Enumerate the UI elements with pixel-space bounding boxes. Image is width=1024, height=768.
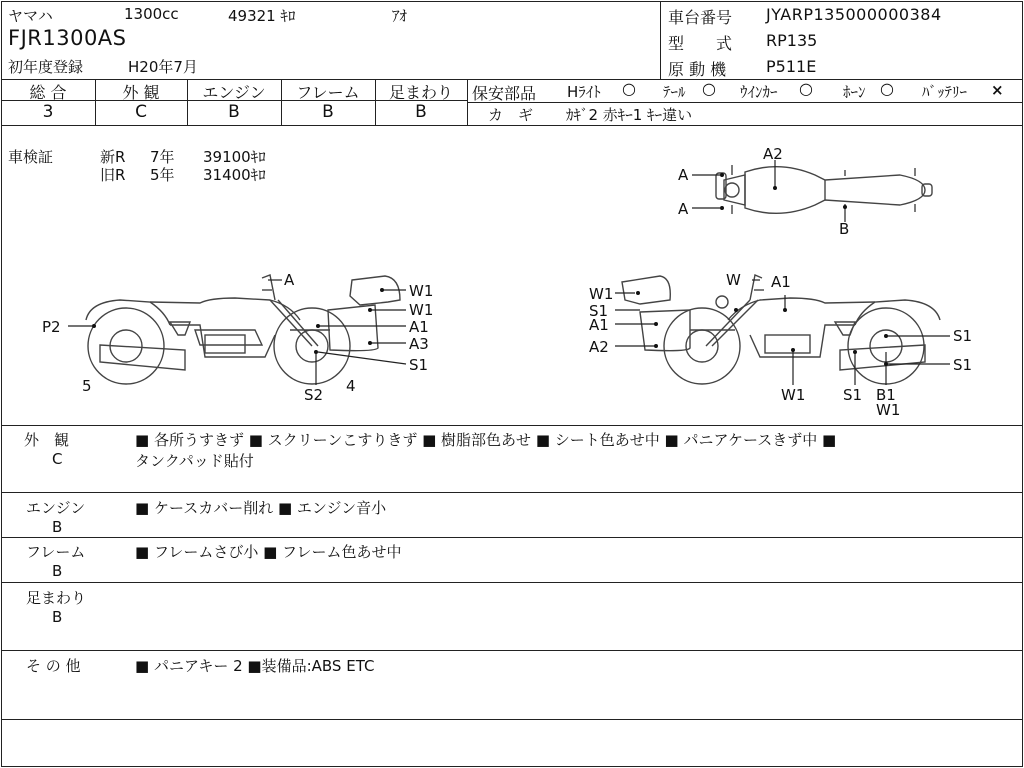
- remark-title: そ の 他: [26, 657, 81, 675]
- diagram-label: W1: [876, 401, 901, 419]
- diagram-label: A1: [409, 318, 429, 336]
- rule: [1, 537, 1023, 538]
- damage-dot: [316, 324, 320, 328]
- diagram-label: 4: [346, 377, 356, 395]
- rule: [1, 719, 1023, 720]
- engine-value: P511E: [766, 57, 817, 76]
- remark-text: ■ 各所うすきず ■ スクリーンこすりきず ■ 樹脂部色あせ ■ シート色あせ中 ■ パニアケースきず中 ■: [135, 431, 837, 449]
- remark-title: エンジン: [26, 499, 86, 517]
- damage-dot: [368, 308, 372, 312]
- safety-horn: ﾎｰﾝ: [843, 83, 866, 101]
- damage-dot: [314, 350, 318, 354]
- safety-horn-mark: ○: [880, 79, 894, 98]
- diagram-label: S2: [304, 386, 324, 404]
- grade-suspension: B: [415, 102, 427, 122]
- grade-header-frame: フレーム: [296, 83, 360, 102]
- diagram-label: A: [678, 166, 689, 184]
- mileage: 49321 ｷﾛ: [228, 7, 296, 25]
- top-view-drawing: [716, 165, 932, 214]
- damage-dot: [654, 322, 658, 326]
- remark-title: 外 観: [24, 431, 70, 449]
- diagram-label: B: [839, 220, 850, 238]
- diagram-label: W1: [781, 386, 806, 404]
- leader-lines: [68, 160, 950, 385]
- diagram-label: S1: [953, 327, 973, 345]
- diagram-label: S1: [589, 302, 609, 320]
- safety-winker: ｳｲﾝｶｰ: [740, 83, 778, 101]
- diagram-label: A: [284, 271, 295, 289]
- inspection-old-km: 31400ｷﾛ: [203, 166, 266, 184]
- grade-header-engine: エンジン: [202, 83, 266, 102]
- damage-dot: [734, 308, 738, 312]
- model-name: FJR1300AS: [8, 26, 127, 50]
- safety-winker-mark: ○: [799, 79, 813, 98]
- remark-grade: C: [52, 450, 63, 468]
- damage-dot: [654, 344, 658, 348]
- grade-exterior: C: [135, 102, 147, 122]
- remark-text: ■ パニアキー 2 ■装備品:ABS ETC: [135, 657, 375, 675]
- damage-dot: [884, 334, 888, 338]
- first-reg-label: 初年度登録: [8, 58, 84, 76]
- rule: [1, 492, 1023, 493]
- key-value: ｶｷﾞ2 赤ｷｰ1 ｷｰ違い: [566, 106, 693, 124]
- type-value: RP135: [766, 31, 818, 50]
- safety-headlight: Hﾗｲﾄ: [567, 83, 601, 101]
- damage-dot: [720, 206, 724, 210]
- diagram-label: A2: [763, 145, 783, 163]
- diagram-label: A1: [589, 316, 609, 334]
- engine-label: 原 動 機: [668, 60, 727, 79]
- damage-dot: [636, 291, 640, 295]
- damage-dot: [720, 173, 724, 177]
- safety-tail-mark: ○: [702, 79, 716, 98]
- diagram-label: A2: [589, 338, 609, 356]
- diagram-label: S1: [409, 356, 429, 374]
- diagram-label: W: [726, 271, 741, 289]
- maker: ヤマハ: [8, 7, 53, 25]
- left-view-drawing: [86, 275, 400, 384]
- safety-battery: ﾊﾞｯﾃﾘｰ: [922, 83, 968, 101]
- grade-overall: 3: [42, 102, 54, 122]
- safety-tail: ﾃｰﾙ: [663, 83, 686, 101]
- inspection-new-year: 7年: [150, 148, 175, 166]
- diagram-label: S1: [953, 356, 973, 374]
- safety-battery-mark: ×: [991, 81, 1004, 99]
- damage-dot: [368, 341, 372, 345]
- rule: [1, 650, 1023, 651]
- rule: [1, 425, 1023, 426]
- diagram-label: A3: [409, 335, 429, 353]
- diagram-label: W1: [409, 282, 434, 300]
- grade-header-exterior: 外 観: [122, 83, 160, 102]
- remark-grade: B: [52, 518, 63, 536]
- remark-title: 足まわり: [26, 589, 87, 607]
- diagram-label: S1: [843, 386, 863, 404]
- remark-grade: B: [52, 608, 63, 626]
- type-label: 型 式: [668, 34, 733, 53]
- displacement: 1300cc: [124, 5, 179, 23]
- first-reg-value: H20年7月: [128, 58, 198, 76]
- diagram-label: W1: [589, 285, 614, 303]
- damage-dot: [853, 350, 857, 354]
- inspection-old-r: 旧R: [100, 166, 126, 184]
- grade-frame: B: [322, 102, 334, 122]
- remark-grade: B: [52, 562, 63, 580]
- damage-dot: [773, 186, 777, 190]
- rule: [1, 582, 1023, 583]
- diagram-label: 5: [82, 377, 92, 395]
- grade-header-overall: 総 合: [29, 83, 67, 102]
- chassis-label: 車台番号: [668, 8, 733, 27]
- diagram-label: A1: [771, 273, 791, 291]
- safety-label: 保安部品: [472, 84, 537, 103]
- damage-dot: [92, 324, 96, 328]
- right-view-drawing: [622, 275, 940, 384]
- key-label: カ ギ: [488, 106, 534, 124]
- grade-engine: B: [228, 102, 240, 122]
- damage-dot: [884, 362, 888, 366]
- chassis-number: JYARP135000000384: [766, 5, 942, 24]
- color: ｱｵ: [392, 7, 408, 25]
- damage-dot: [843, 205, 847, 209]
- remark-text: タンクパッド貼付: [135, 452, 254, 470]
- inspection-label: 車検証: [8, 148, 54, 166]
- inspection-new-km: 39100ｷﾛ: [203, 148, 266, 166]
- inspection-old-year: 5年: [150, 166, 175, 184]
- remark-text: ■ ケースカバー削れ ■ エンジン音小: [135, 499, 387, 517]
- damage-dot: [791, 348, 795, 352]
- diagram-label: P2: [42, 318, 61, 336]
- remark-title: フレーム: [26, 543, 86, 561]
- diagram-label: B1: [876, 386, 896, 404]
- remark-text: ■ フレームさび小 ■ フレーム色あせ中: [135, 543, 402, 561]
- damage-dot: [380, 288, 384, 292]
- grade-header-suspension: 足まわり: [388, 83, 453, 102]
- diagram-label: A: [678, 200, 689, 218]
- safety-headlight-mark: ○: [622, 79, 636, 98]
- diagram-label: W1: [409, 301, 434, 319]
- inspection-new-r: 新R: [100, 148, 126, 166]
- damage-dot: [783, 308, 787, 312]
